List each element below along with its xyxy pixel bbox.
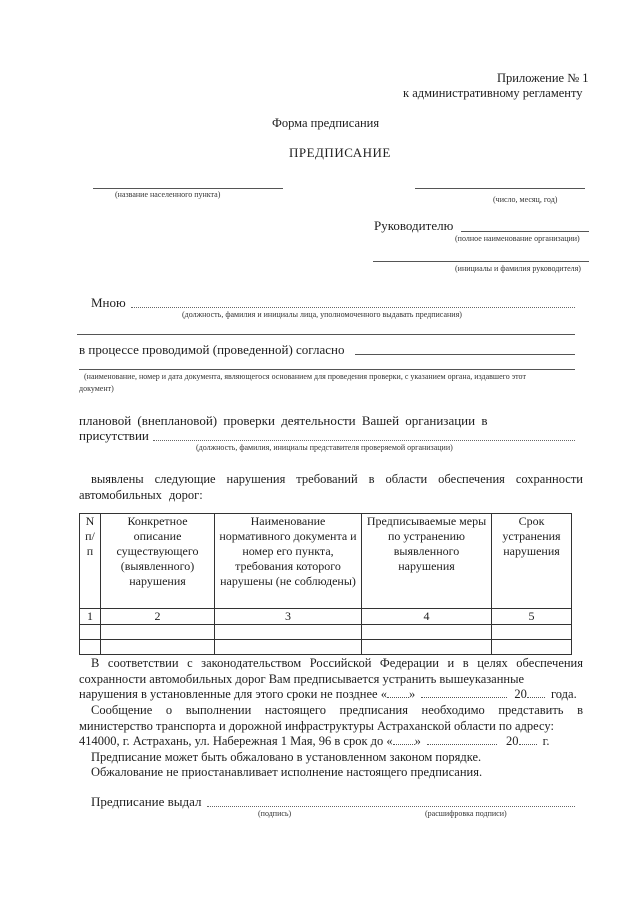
report-month-field[interactable] — [427, 744, 497, 745]
form-title: Форма предписания — [272, 116, 380, 130]
report-day-field[interactable] — [393, 744, 415, 745]
document-title: ПРЕДПИСАНИЕ — [289, 145, 391, 160]
issued-by-label: Предписание выдал — [91, 794, 202, 809]
deadline-line — [79, 687, 577, 703]
report-address-text: 414000, г. Астрахань, ул. Набережная 1 Мая, 96 в срок до « — [79, 734, 393, 748]
inspector-label: Мною — [91, 295, 126, 310]
table-row — [80, 609, 572, 625]
violations-table — [79, 513, 572, 655]
table-row[interactable] — [80, 625, 572, 640]
inspector-line-2[interactable] — [77, 334, 575, 335]
inspector-caption: (должность, фамилия и инициалы лица, уполномоченного выдавать предписания) — [182, 310, 462, 319]
date-line[interactable] — [415, 188, 585, 189]
violations-found-text: выявлены следующие нарушения требований в области обеспечения сохранности автомобильных дорог: — [79, 472, 583, 502]
deadline-quote: » — [408, 687, 416, 701]
inspection-line: плановой (внеплановой) проверки деятельности Вашей организации в — [79, 413, 488, 428]
place-line[interactable] — [93, 188, 283, 189]
header-measures: Предписываемые меры по устранению выявленного нарушения — [362, 514, 492, 609]
header-deadline: Срок устранения нарушения — [492, 514, 572, 609]
no-suspension-paragraph: Обжалование не приостанавливает исполнение настоящего предписания. — [91, 765, 483, 779]
deadline-month-field[interactable] — [421, 697, 507, 698]
column-number-3: 3 — [215, 609, 362, 625]
representative-line[interactable] — [153, 440, 575, 441]
inspector-line[interactable] — [131, 307, 575, 308]
signature-decode-caption: (расшифровка подписи) — [425, 809, 507, 818]
place-caption: (название населенного пункта) — [115, 190, 221, 199]
column-number-2: 2 — [101, 609, 215, 625]
basis-document-caption-2: документ) — [79, 384, 114, 393]
table-row[interactable] — [80, 640, 572, 655]
deadline-year-word: года. — [550, 687, 577, 701]
appeal-paragraph: Предписание может быть обжаловано в установленном законом порядке. — [91, 750, 482, 764]
deadline-year-prefix: 20 — [514, 687, 527, 701]
deadline-text: нарушения в установленные для этого сроки не позднее « — [79, 687, 387, 701]
signature-caption: (подпись) — [258, 809, 292, 818]
org-name-line[interactable] — [461, 231, 589, 232]
basis-document-line[interactable] — [355, 354, 575, 355]
report-year-field[interactable] — [519, 744, 537, 745]
report-year-word: г. — [542, 734, 550, 748]
column-number-4: 4 — [362, 609, 492, 625]
org-name-caption: (полное наименование организации) — [455, 234, 580, 243]
header-regulation: Наименование нормативного документа и номер его пункта, требования которого нарушены (не соблюдены) — [215, 514, 362, 609]
header-description: Конкретное описание существующего (выявленного) нарушения — [101, 514, 215, 609]
prescription-paragraph: В соответствии с законодательством Российской Федерации и в целях обеспечения сохранности автомобильных дорог Вам предписывается устранить вышеуказанные — [79, 656, 583, 686]
representative-caption: (должность, фамилия, инициалы представителя проверяемой организации) — [196, 443, 453, 452]
head-name-line[interactable] — [373, 261, 589, 262]
header-number: N п/п — [80, 514, 101, 609]
date-caption: (число, месяц, год) — [493, 195, 558, 204]
basis-document-caption-1: (наименование, номер и дата документа, являющегося основанием для проведения проверки, с указанием органа, издавшего этот — [84, 372, 526, 381]
process-label: в процессе проводимой (проведенной) согласно — [79, 342, 345, 357]
presence-label: присутствии — [79, 428, 149, 443]
addressee-label: Руководителю — [374, 218, 454, 233]
column-number-1: 1 — [80, 609, 101, 625]
appendix-number: Приложение № 1 — [497, 71, 589, 85]
report-quote: » — [414, 734, 421, 748]
appendix-regulation: к административному регламенту — [403, 86, 583, 100]
report-deadline-line — [79, 734, 550, 750]
table-header-row — [80, 514, 572, 609]
report-year-prefix: 20 — [506, 734, 519, 748]
basis-document-line-2[interactable] — [79, 369, 575, 370]
deadline-day-field[interactable] — [387, 697, 409, 698]
deadline-year-field[interactable] — [527, 697, 545, 698]
head-name-caption: (инициалы и фамилия руководителя) — [455, 264, 581, 273]
signature-line[interactable] — [207, 806, 575, 807]
column-number-5: 5 — [492, 609, 572, 625]
report-paragraph: Сообщение о выполнении настоящего предписания необходимо представить в министерство транспорта и дорожной инфраструктуры Астраханской области по адресу: — [79, 703, 583, 733]
